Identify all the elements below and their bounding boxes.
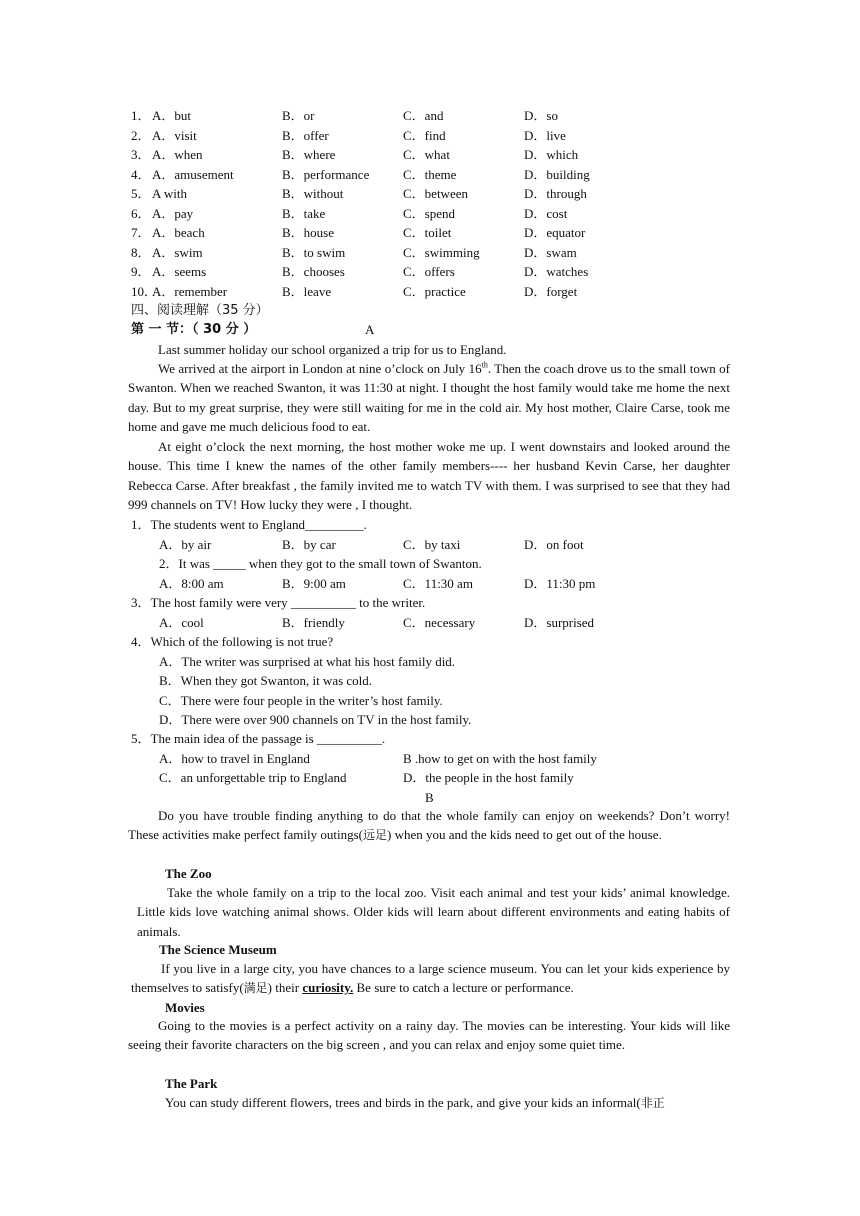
cloze-option-c: C．spend xyxy=(403,205,456,221)
passage-a-label: A xyxy=(365,322,375,337)
part-title: 第 一 节：（ 30 分 ） xyxy=(131,322,257,337)
cloze-item-number: 8． xyxy=(131,244,151,260)
cloze-option-c: C．offers xyxy=(403,264,455,279)
q3-option-a: A．cool xyxy=(159,615,204,630)
q2-option-a: A．8:00 am xyxy=(159,576,224,591)
cloze-option-d: D．building xyxy=(524,166,590,182)
science-museum-heading: The Science Museum xyxy=(159,942,277,957)
question-2: 2．It was _____ when they got to the small town of Swanton. xyxy=(159,556,482,571)
cloze-option-b: B．offer xyxy=(282,127,329,143)
cloze-option-b: B．leave xyxy=(282,283,332,299)
cloze-item-number: 6． xyxy=(131,205,151,221)
zoo-heading: The Zoo xyxy=(165,866,212,881)
cloze-option-b: B．without xyxy=(282,186,344,201)
cloze-option-c: C．theme xyxy=(403,166,457,182)
cloze-option-b: B．to swim xyxy=(282,244,346,260)
q5-option-c: C．an unforgettable trip to England xyxy=(159,770,347,785)
question-1: 1．The students went to England_________. xyxy=(131,517,367,532)
q4-option-a: A．The writer was surprised at what his host family did. xyxy=(159,654,456,669)
cloze-item-number: 1． xyxy=(131,108,151,123)
cloze-item-number: 7． xyxy=(131,225,151,240)
cloze-option-d: D．swam xyxy=(524,244,577,260)
cloze-option-d: D．so xyxy=(524,108,558,123)
cloze-item-number: 2． xyxy=(131,127,151,143)
cloze-option-b: B．house xyxy=(282,225,335,240)
q4-option-b: B．When they got Swanton, it was cold. xyxy=(159,673,373,688)
cloze-option-d: D．forget xyxy=(524,283,578,299)
q2-option-c: C．11:30 am xyxy=(403,576,473,591)
cloze-option-a: A．pay xyxy=(152,205,194,221)
section-title: 四、阅读理解（35 分） xyxy=(131,303,269,318)
passage-a-p3: At eight o’clock the next morning, the host mother woke me up. I went downstairs and looked around the house. This time I knew the names of the other family members---- her husband Kevin Carse, her daughter Rebecca Carse. After breakfast , the family invited me to watch TV with them. I was surprised to see that they had 999 channels on TV! How lucky they were , I thought. xyxy=(128,439,730,513)
cloze-item-number: 3． xyxy=(131,147,151,162)
cloze-option-c: C．swimming xyxy=(403,244,480,260)
cloze-option-d: D．equator xyxy=(524,225,586,240)
cloze-option-a: A．amusement xyxy=(152,166,234,182)
q2-option-b: B．9:00 am xyxy=(282,576,346,591)
q1-option-c: C．by taxi xyxy=(403,537,461,552)
q3-option-b: B．friendly xyxy=(282,615,345,630)
cloze-option-d: D．live xyxy=(524,127,566,143)
question-4: 4．Which of the following is not true? xyxy=(131,634,334,649)
cloze-option-c: C．what xyxy=(403,147,450,162)
q5-option-b: B .how to get on with the host family xyxy=(403,751,597,766)
q1-option-a: A．by air xyxy=(159,537,212,552)
cloze-option-d: D．through xyxy=(524,186,587,201)
passage-a-p2: We arrived at the airport in London at nine o’clock on July 16th. Then the coach drove us to the small town of Swanton. When we reached Swanton, it was 11:30 at night. I thought the host family would take me home the next day. But to my great surprise, they were still waiting for me in the cold air. My host mother, Claire Carse, took me home and gave me much delicious food to eat. xyxy=(128,360,730,435)
cloze-option-b: B．chooses xyxy=(282,264,345,279)
cloze-item-number: 5． xyxy=(131,186,151,201)
passage-b-intro: Do you have trouble finding anything to do that the whole family can enjoy on weekends? Don’t worry! These activities make perfect family outings(远足) when you and the kids need to get out of the house. xyxy=(128,808,730,843)
cloze-option-a: A．swim xyxy=(152,244,203,260)
cloze-option-a: A．seems xyxy=(152,264,207,279)
q3-option-d: D．surprised xyxy=(524,615,595,630)
q2-option-d: D．11:30 pm xyxy=(524,576,596,591)
cloze-option-d: D．watches xyxy=(524,264,589,279)
cloze-option-d: D．cost xyxy=(524,205,568,221)
cloze-option-a: A．beach xyxy=(152,225,205,240)
movies-heading: Movies xyxy=(165,1000,205,1015)
cloze-option-b: B．or xyxy=(282,108,315,123)
q4-option-d: D．There were over 900 channels on TV in the host family. xyxy=(159,712,472,727)
park-heading: The Park xyxy=(165,1076,218,1091)
q1-option-d: D．on foot xyxy=(524,537,584,552)
q5-option-a: A．how to travel in England xyxy=(159,751,310,766)
q3-option-c: C．necessary xyxy=(403,615,476,630)
cloze-option-a: A with xyxy=(152,186,188,201)
zoo-paragraph: Take the whole family on a trip to the local zoo. Visit each animal and test your kids’ animal knowledge. Little kids love watching animal shows. Older kids will learn about different environments and eating habits of animals. xyxy=(137,885,730,939)
q4-option-c: C．There were four people in the writer’s host family. xyxy=(159,693,443,708)
cloze-option-b: B．performance xyxy=(282,166,370,182)
cloze-option-a: A．when xyxy=(152,147,203,162)
cloze-item-number: 9． xyxy=(131,264,151,279)
passage-b-label: B xyxy=(425,790,434,805)
cloze-option-c: C．practice xyxy=(403,283,466,299)
cloze-option-b: B．take xyxy=(282,205,326,221)
cloze-option-b: B．where xyxy=(282,147,336,162)
cloze-option-a: A．visit xyxy=(152,127,197,143)
park-paragraph: You can study different flowers, trees and birds in the park, and give your kids an informal(非正 xyxy=(165,1095,665,1110)
cloze-option-a: A．remember xyxy=(152,283,228,299)
cloze-item-number: 4． xyxy=(131,166,151,182)
cloze-option-c: C．between xyxy=(403,186,468,201)
question-5: 5．The main idea of the passage is __________. xyxy=(131,731,386,746)
cloze-option-a: A．but xyxy=(152,108,192,123)
cloze-option-c: C．find xyxy=(403,127,446,143)
q5-option-d: D．the people in the host family xyxy=(403,770,574,785)
movies-paragraph: Going to the movies is a perfect activity on a rainy day. The movies can be interesting. Your kids will like seeing their favorite characters on the big screen , and you can relax and enjoy some quiet time. xyxy=(128,1018,730,1053)
question-3: 3．The host family were very __________ to the writer. xyxy=(131,595,426,610)
cloze-option-c: C．and xyxy=(403,108,444,123)
cloze-option-c: C．toilet xyxy=(403,225,452,240)
passage-a-p1: Last summer holiday our school organized a trip for us to England. xyxy=(158,342,507,357)
cloze-option-d: D．which xyxy=(524,147,579,162)
science-museum-paragraph: If you live in a large city, you have chances to a large science museum. You can let your kids experience by themselves to satisfy(满足) their curiosity. Be sure to catch a lecture or performance. xyxy=(131,961,730,996)
q1-option-b: B．by car xyxy=(282,537,336,552)
cloze-item-number: 10． xyxy=(131,283,158,299)
